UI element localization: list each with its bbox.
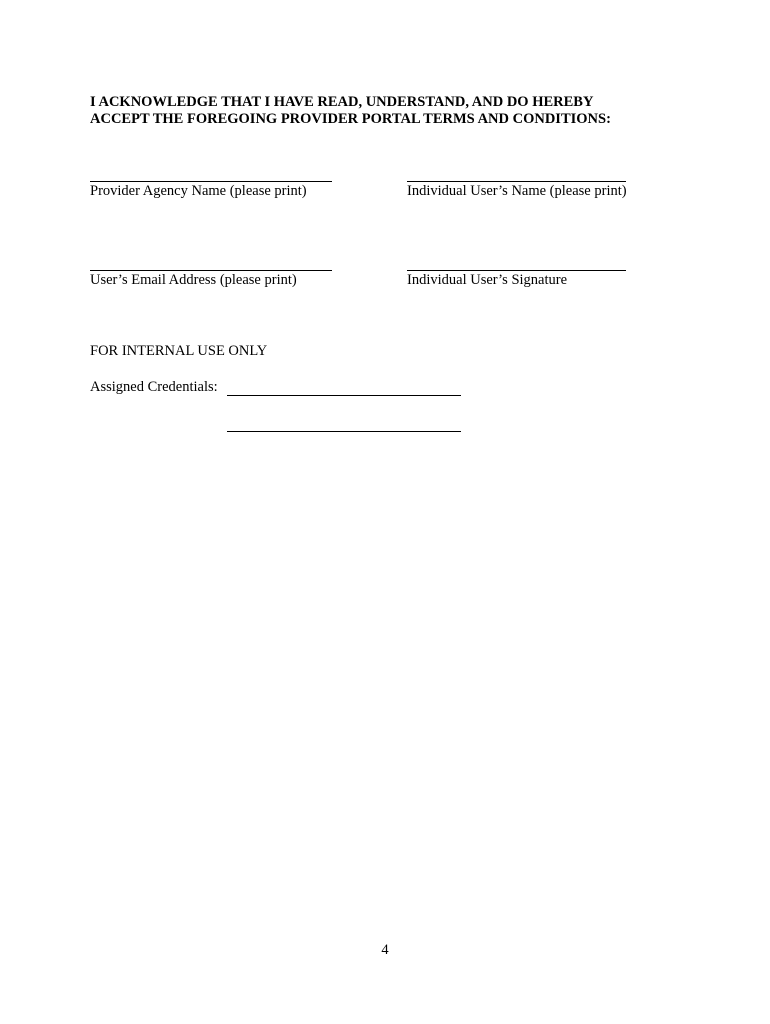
provider-agency-name-label: Provider Agency Name (please print): [90, 183, 307, 199]
internal-use-title: FOR INTERNAL USE ONLY: [90, 343, 268, 359]
page-number: 4: [381, 942, 389, 958]
provider-agency-name-line[interactable]: [90, 181, 332, 182]
individual-user-signature-label: Individual User’s Signature: [407, 272, 568, 288]
user-email-line[interactable]: [90, 270, 332, 271]
individual-user-name-line[interactable]: [407, 181, 626, 182]
individual-user-signature-line[interactable]: [407, 270, 626, 271]
individual-user-name-label: Individual User’s Name (please print): [407, 183, 627, 199]
assigned-credentials-line-1[interactable]: [227, 395, 461, 396]
acknowledgement-heading: [90, 94, 710, 128]
assigned-credentials-line-2[interactable]: [227, 431, 461, 432]
acknowledgement-line-2: ACCEPT THE FOREGOING PROVIDER PORTAL TERMS AND CONDITIONS:: [90, 111, 611, 127]
acknowledgement-line-1: I ACKNOWLEDGE THAT I HAVE READ, UNDERSTAND, AND DO HEREBY: [90, 94, 594, 110]
user-email-label: User’s Email Address (please print): [90, 272, 297, 288]
assigned-credentials-label: Assigned Credentials:: [90, 379, 218, 395]
